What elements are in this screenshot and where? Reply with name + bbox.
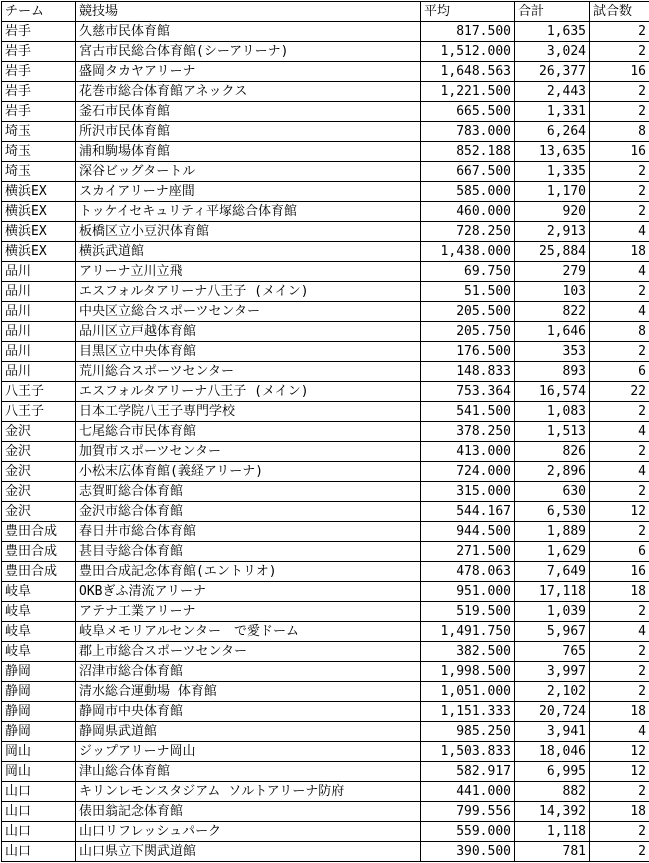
table-row bbox=[2, 342, 649, 362]
cell-games[interactable]: 8 bbox=[590, 322, 649, 342]
table-row bbox=[2, 742, 649, 762]
cell-games[interactable]: 2 bbox=[590, 682, 649, 702]
header-total[interactable]: 合計 bbox=[515, 2, 590, 22]
cell-total[interactable]: 6,530 bbox=[515, 502, 590, 522]
cell-venue[interactable]: 所沢市民体育館 bbox=[76, 122, 421, 142]
cell-team[interactable]: 岐阜 bbox=[2, 582, 76, 602]
cell-venue[interactable]: 中央区立総合スポーツセンター bbox=[76, 302, 421, 322]
cell-average[interactable]: 1,438.000 bbox=[421, 242, 515, 262]
cell-venue[interactable]: 豊田合成記念体育館(エントリオ) bbox=[76, 562, 421, 582]
cell-team[interactable]: 豊田合成 bbox=[2, 542, 76, 562]
cell-average[interactable]: 1,051.000 bbox=[421, 682, 515, 702]
cell-team[interactable]: 山口 bbox=[2, 802, 76, 822]
cell-games[interactable]: 2 bbox=[590, 842, 649, 862]
cell-total[interactable]: 1,083 bbox=[515, 402, 590, 422]
table-row bbox=[2, 382, 649, 402]
cell-venue[interactable]: 志賀町総合体育館 bbox=[76, 482, 421, 502]
cell-team[interactable]: 品川 bbox=[2, 282, 76, 302]
header-average[interactable]: 平均 bbox=[421, 2, 515, 22]
cell-team[interactable]: 埼玉 bbox=[2, 122, 76, 142]
table-row bbox=[2, 62, 649, 82]
cell-venue[interactable]: 宮古市民総合体育館(シーアリーナ) bbox=[76, 42, 421, 62]
cell-total[interactable]: 2,443 bbox=[515, 82, 590, 102]
cell-total[interactable]: 3,997 bbox=[515, 662, 590, 682]
cell-games[interactable]: 2 bbox=[590, 162, 649, 182]
cell-games[interactable]: 4 bbox=[590, 222, 649, 242]
table-row bbox=[2, 262, 649, 282]
cell-team[interactable]: 品川 bbox=[2, 362, 76, 382]
cell-average[interactable]: 148.833 bbox=[421, 362, 515, 382]
cell-venue[interactable]: エスフォルタアリーナ八王子 (メイン) bbox=[76, 282, 421, 302]
cell-team[interactable]: 静岡 bbox=[2, 682, 76, 702]
cell-average[interactable]: 665.500 bbox=[421, 102, 515, 122]
cell-games[interactable]: 18 bbox=[590, 242, 649, 262]
cell-venue[interactable]: 小松末広体育館(義経アリーナ) bbox=[76, 462, 421, 482]
cell-team[interactable]: 八王子 bbox=[2, 382, 76, 402]
cell-venue[interactable]: 荒川総合スポーツセンター bbox=[76, 362, 421, 382]
cell-total[interactable]: 1,513 bbox=[515, 422, 590, 442]
cell-total[interactable]: 630 bbox=[515, 482, 590, 502]
cell-venue[interactable]: 久慈市民体育館 bbox=[76, 22, 421, 42]
cell-venue[interactable]: 横浜武道館 bbox=[76, 242, 421, 262]
table-row bbox=[2, 462, 649, 482]
table-row bbox=[2, 122, 649, 142]
cell-total[interactable]: 1,646 bbox=[515, 322, 590, 342]
table-row bbox=[2, 362, 649, 382]
cell-team[interactable]: 品川 bbox=[2, 262, 76, 282]
cell-team[interactable]: 金沢 bbox=[2, 442, 76, 462]
cell-team[interactable]: 品川 bbox=[2, 322, 76, 342]
cell-total[interactable]: 1,635 bbox=[515, 22, 590, 42]
cell-team[interactable]: 岐阜 bbox=[2, 622, 76, 642]
cell-venue[interactable]: エスフォルタアリーナ八王子 (メイン) bbox=[76, 382, 421, 402]
cell-games[interactable]: 4 bbox=[590, 722, 649, 742]
table-row bbox=[2, 442, 649, 462]
cell-games[interactable]: 12 bbox=[590, 742, 649, 762]
cell-total[interactable]: 3,941 bbox=[515, 722, 590, 742]
cell-venue[interactable]: ジップアリーナ岡山 bbox=[76, 742, 421, 762]
cell-venue[interactable]: 浦和駒場体育館 bbox=[76, 142, 421, 162]
cell-games[interactable]: 2 bbox=[590, 782, 649, 802]
table-row bbox=[2, 602, 649, 622]
table-row bbox=[2, 422, 649, 442]
cell-venue[interactable]: 清水総合運動場 体育館 bbox=[76, 682, 421, 702]
table-body bbox=[2, 22, 649, 862]
cell-venue[interactable]: 津山総合体育館 bbox=[76, 762, 421, 782]
cell-team[interactable]: 埼玉 bbox=[2, 162, 76, 182]
cell-total[interactable]: 765 bbox=[515, 642, 590, 662]
cell-total[interactable]: 14,392 bbox=[515, 802, 590, 822]
cell-average[interactable]: 724.000 bbox=[421, 462, 515, 482]
cell-total[interactable]: 882 bbox=[515, 782, 590, 802]
cell-total[interactable]: 893 bbox=[515, 362, 590, 382]
table-row bbox=[2, 822, 649, 842]
cell-games[interactable]: 2 bbox=[590, 102, 649, 122]
cell-games[interactable]: 2 bbox=[590, 402, 649, 422]
cell-total[interactable]: 3,024 bbox=[515, 42, 590, 62]
cell-average[interactable]: 378.250 bbox=[421, 422, 515, 442]
cell-total[interactable]: 279 bbox=[515, 262, 590, 282]
cell-venue[interactable]: 花巻市総合体育館アネックス bbox=[76, 82, 421, 102]
cell-team[interactable]: 品川 bbox=[2, 342, 76, 362]
cell-games[interactable]: 2 bbox=[590, 282, 649, 302]
cell-games[interactable]: 16 bbox=[590, 62, 649, 82]
cell-venue[interactable]: 釜石市民体育館 bbox=[76, 102, 421, 122]
cell-games[interactable]: 2 bbox=[590, 662, 649, 682]
cell-team[interactable]: 岩手 bbox=[2, 82, 76, 102]
cell-venue[interactable]: 加賀市スポーツセンター bbox=[76, 442, 421, 462]
cell-venue[interactable]: 沼津市総合体育館 bbox=[76, 662, 421, 682]
cell-team[interactable]: 静岡 bbox=[2, 662, 76, 682]
cell-team[interactable]: 豊田合成 bbox=[2, 522, 76, 542]
table-row bbox=[2, 102, 649, 122]
cell-total[interactable]: 2,102 bbox=[515, 682, 590, 702]
cell-games[interactable]: 8 bbox=[590, 122, 649, 142]
cell-games[interactable]: 4 bbox=[590, 302, 649, 322]
table-row bbox=[2, 542, 649, 562]
cell-total[interactable]: 6,264 bbox=[515, 122, 590, 142]
cell-team[interactable]: 岩手 bbox=[2, 42, 76, 62]
cell-total[interactable]: 1,889 bbox=[515, 522, 590, 542]
cell-games[interactable]: 16 bbox=[590, 562, 649, 582]
cell-total[interactable]: 6,995 bbox=[515, 762, 590, 782]
table-row bbox=[2, 22, 649, 42]
cell-average[interactable]: 799.556 bbox=[421, 802, 515, 822]
cell-total[interactable]: 826 bbox=[515, 442, 590, 462]
cell-average[interactable]: 441.000 bbox=[421, 782, 515, 802]
cell-team[interactable]: 品川 bbox=[2, 302, 76, 322]
cell-total[interactable]: 103 bbox=[515, 282, 590, 302]
header-venue[interactable]: 競技場 bbox=[76, 2, 421, 22]
cell-venue[interactable]: 静岡県武道館 bbox=[76, 722, 421, 742]
cell-games[interactable]: 2 bbox=[590, 82, 649, 102]
cell-total[interactable]: 1,331 bbox=[515, 102, 590, 122]
cell-games[interactable]: 4 bbox=[590, 462, 649, 482]
cell-games[interactable]: 12 bbox=[590, 762, 649, 782]
cell-total[interactable]: 781 bbox=[515, 842, 590, 862]
table-row bbox=[2, 662, 649, 682]
cell-total[interactable]: 16,574 bbox=[515, 382, 590, 402]
cell-venue[interactable]: 俵田翁記念体育館 bbox=[76, 802, 421, 822]
cell-team[interactable]: 山口 bbox=[2, 822, 76, 842]
cell-average[interactable]: 544.167 bbox=[421, 502, 515, 522]
cell-venue[interactable]: キリンレモンスタジアム ソルトアリーナ防府 bbox=[76, 782, 421, 802]
cell-games[interactable]: 2 bbox=[590, 442, 649, 462]
cell-team[interactable]: 金沢 bbox=[2, 462, 76, 482]
cell-games[interactable]: 22 bbox=[590, 382, 649, 402]
cell-venue[interactable]: 山口県立下関武道館 bbox=[76, 842, 421, 862]
cell-average[interactable]: 1,512.000 bbox=[421, 42, 515, 62]
cell-team[interactable]: 金沢 bbox=[2, 482, 76, 502]
cell-venue[interactable]: アテナ工業アリーナ bbox=[76, 602, 421, 622]
cell-team[interactable]: 山口 bbox=[2, 842, 76, 862]
table-row bbox=[2, 402, 649, 422]
cell-average[interactable]: 176.500 bbox=[421, 342, 515, 362]
cell-venue[interactable]: OKBぎふ清流アリーナ bbox=[76, 582, 421, 602]
cell-average[interactable]: 413.000 bbox=[421, 442, 515, 462]
cell-venue[interactable]: 目黒区立中央体育館 bbox=[76, 342, 421, 362]
table-row bbox=[2, 522, 649, 542]
cell-total[interactable]: 2,913 bbox=[515, 222, 590, 242]
cell-average[interactable]: 382.500 bbox=[421, 642, 515, 662]
cell-average[interactable]: 478.063 bbox=[421, 562, 515, 582]
table-row bbox=[2, 582, 649, 602]
cell-average[interactable]: 541.500 bbox=[421, 402, 515, 422]
cell-total[interactable]: 1,629 bbox=[515, 542, 590, 562]
table-row bbox=[2, 762, 649, 782]
cell-venue[interactable]: スカイアリーナ座間 bbox=[76, 182, 421, 202]
cell-average[interactable]: 460.000 bbox=[421, 202, 515, 222]
cell-team[interactable]: 岐阜 bbox=[2, 642, 76, 662]
cell-games[interactable]: 2 bbox=[590, 522, 649, 542]
cell-average[interactable]: 783.000 bbox=[421, 122, 515, 142]
cell-games[interactable]: 16 bbox=[590, 142, 649, 162]
cell-average[interactable]: 69.750 bbox=[421, 262, 515, 282]
cell-team[interactable]: 山口 bbox=[2, 782, 76, 802]
cell-games[interactable]: 2 bbox=[590, 642, 649, 662]
cell-total[interactable]: 1,039 bbox=[515, 602, 590, 622]
cell-average[interactable]: 559.000 bbox=[421, 822, 515, 842]
table-row bbox=[2, 782, 649, 802]
cell-average[interactable]: 985.250 bbox=[421, 722, 515, 742]
table-row bbox=[2, 42, 649, 62]
table-row bbox=[2, 282, 649, 302]
cell-venue[interactable]: 甚目寺総合体育館 bbox=[76, 542, 421, 562]
cell-games[interactable]: 2 bbox=[590, 342, 649, 362]
cell-games[interactable]: 4 bbox=[590, 262, 649, 282]
table-row bbox=[2, 682, 649, 702]
table-row bbox=[2, 182, 649, 202]
cell-total[interactable]: 26,377 bbox=[515, 62, 590, 82]
cell-average[interactable]: 205.500 bbox=[421, 302, 515, 322]
table-row bbox=[2, 202, 649, 222]
cell-average[interactable]: 1,221.500 bbox=[421, 82, 515, 102]
cell-total[interactable]: 17,118 bbox=[515, 582, 590, 602]
cell-total[interactable]: 1,170 bbox=[515, 182, 590, 202]
table-row bbox=[2, 802, 649, 822]
header-games[interactable]: 試合数 bbox=[590, 2, 649, 22]
cell-average[interactable]: 951.000 bbox=[421, 582, 515, 602]
cell-average[interactable]: 944.500 bbox=[421, 522, 515, 542]
table-row bbox=[2, 162, 649, 182]
table-row bbox=[2, 302, 649, 322]
cell-team[interactable]: 静岡 bbox=[2, 702, 76, 722]
cell-team[interactable]: 岩手 bbox=[2, 22, 76, 42]
cell-average[interactable]: 1,491.750 bbox=[421, 622, 515, 642]
table-row bbox=[2, 702, 649, 722]
cell-venue[interactable]: 盛岡タカヤアリーナ bbox=[76, 62, 421, 82]
cell-team[interactable]: 金沢 bbox=[2, 422, 76, 442]
cell-team[interactable]: 岡山 bbox=[2, 742, 76, 762]
cell-venue[interactable]: 板橋区立小豆沢体育館 bbox=[76, 222, 421, 242]
cell-team[interactable]: 横浜EX bbox=[2, 242, 76, 262]
cell-venue[interactable]: アリーナ立川立飛 bbox=[76, 262, 421, 282]
cell-total[interactable]: 18,046 bbox=[515, 742, 590, 762]
cell-team[interactable]: 岡山 bbox=[2, 762, 76, 782]
cell-team[interactable]: 八王子 bbox=[2, 402, 76, 422]
cell-games[interactable]: 18 bbox=[590, 702, 649, 722]
cell-average[interactable]: 1,151.333 bbox=[421, 702, 515, 722]
cell-average[interactable]: 585.000 bbox=[421, 182, 515, 202]
cell-average[interactable]: 667.500 bbox=[421, 162, 515, 182]
cell-average[interactable]: 1,648.563 bbox=[421, 62, 515, 82]
table-row bbox=[2, 642, 649, 662]
cell-total[interactable]: 25,884 bbox=[515, 242, 590, 262]
cell-games[interactable]: 4 bbox=[590, 422, 649, 442]
cell-team[interactable]: 岩手 bbox=[2, 102, 76, 122]
cell-average[interactable]: 390.500 bbox=[421, 842, 515, 862]
cell-games[interactable]: 2 bbox=[590, 22, 649, 42]
cell-games[interactable]: 18 bbox=[590, 802, 649, 822]
cell-average[interactable]: 1,503.833 bbox=[421, 742, 515, 762]
table-row bbox=[2, 242, 649, 262]
cell-games[interactable]: 2 bbox=[590, 602, 649, 622]
cell-venue[interactable]: 七尾総合市民体育館 bbox=[76, 422, 421, 442]
cell-games[interactable]: 2 bbox=[590, 42, 649, 62]
table-row bbox=[2, 502, 649, 522]
cell-team[interactable]: 横浜EX bbox=[2, 222, 76, 242]
cell-team[interactable]: 静岡 bbox=[2, 722, 76, 742]
cell-total[interactable]: 353 bbox=[515, 342, 590, 362]
cell-total[interactable]: 920 bbox=[515, 202, 590, 222]
cell-total[interactable]: 7,649 bbox=[515, 562, 590, 582]
cell-venue[interactable]: トッケイセキュリティ平塚総合体育館 bbox=[76, 202, 421, 222]
cell-average[interactable]: 315.000 bbox=[421, 482, 515, 502]
cell-team[interactable]: 岐阜 bbox=[2, 602, 76, 622]
cell-venue[interactable]: 岐阜メモリアルセンター で愛ドーム bbox=[76, 622, 421, 642]
header-row bbox=[2, 2, 649, 22]
cell-average[interactable]: 205.750 bbox=[421, 322, 515, 342]
cell-venue[interactable]: 金沢市総合体育館 bbox=[76, 502, 421, 522]
cell-average[interactable]: 728.250 bbox=[421, 222, 515, 242]
cell-total[interactable]: 822 bbox=[515, 302, 590, 322]
cell-games[interactable]: 2 bbox=[590, 482, 649, 502]
cell-total[interactable]: 20,724 bbox=[515, 702, 590, 722]
table-row bbox=[2, 562, 649, 582]
cell-games[interactable]: 2 bbox=[590, 182, 649, 202]
cell-games[interactable]: 4 bbox=[590, 622, 649, 642]
table-row bbox=[2, 222, 649, 242]
cell-average[interactable]: 271.500 bbox=[421, 542, 515, 562]
cell-venue[interactable]: 春日井市総合体育館 bbox=[76, 522, 421, 542]
cell-games[interactable]: 6 bbox=[590, 542, 649, 562]
cell-venue[interactable]: 深谷ビッグタートル bbox=[76, 162, 421, 182]
table-row bbox=[2, 722, 649, 742]
cell-average[interactable]: 817.500 bbox=[421, 22, 515, 42]
cell-total[interactable]: 5,967 bbox=[515, 622, 590, 642]
cell-venue[interactable]: 郡上市総合スポーツセンター bbox=[76, 642, 421, 662]
cell-total[interactable]: 13,635 bbox=[515, 142, 590, 162]
table-row bbox=[2, 622, 649, 642]
cell-average[interactable]: 51.500 bbox=[421, 282, 515, 302]
cell-games[interactable]: 18 bbox=[590, 582, 649, 602]
cell-average[interactable]: 519.500 bbox=[421, 602, 515, 622]
table-row bbox=[2, 82, 649, 102]
cell-average[interactable]: 753.364 bbox=[421, 382, 515, 402]
table-row bbox=[2, 842, 649, 862]
cell-team[interactable]: 埼玉 bbox=[2, 142, 76, 162]
cell-average[interactable]: 582.917 bbox=[421, 762, 515, 782]
cell-games[interactable]: 6 bbox=[590, 362, 649, 382]
header-team[interactable]: チーム bbox=[2, 2, 76, 22]
cell-venue[interactable]: 品川区立戸越体育館 bbox=[76, 322, 421, 342]
cell-average[interactable]: 852.188 bbox=[421, 142, 515, 162]
cell-games[interactable]: 2 bbox=[590, 822, 649, 842]
cell-total[interactable]: 1,335 bbox=[515, 162, 590, 182]
cell-games[interactable]: 12 bbox=[590, 502, 649, 522]
cell-games[interactable]: 2 bbox=[590, 202, 649, 222]
cell-venue[interactable]: 静岡市中央体育館 bbox=[76, 702, 421, 722]
cell-venue[interactable]: 山口リフレッシュパーク bbox=[76, 822, 421, 842]
attendance-table bbox=[1, 1, 649, 862]
cell-total[interactable]: 1,118 bbox=[515, 822, 590, 842]
cell-team[interactable]: 豊田合成 bbox=[2, 562, 76, 582]
cell-team[interactable]: 金沢 bbox=[2, 502, 76, 522]
cell-average[interactable]: 1,998.500 bbox=[421, 662, 515, 682]
table-row bbox=[2, 482, 649, 502]
table-row bbox=[2, 322, 649, 342]
cell-venue[interactable]: 日本工学院八王子専門学校 bbox=[76, 402, 421, 422]
cell-team[interactable]: 横浜EX bbox=[2, 182, 76, 202]
cell-team[interactable]: 横浜EX bbox=[2, 202, 76, 222]
cell-total[interactable]: 2,896 bbox=[515, 462, 590, 482]
cell-team[interactable]: 岩手 bbox=[2, 62, 76, 82]
table-row bbox=[2, 142, 649, 162]
